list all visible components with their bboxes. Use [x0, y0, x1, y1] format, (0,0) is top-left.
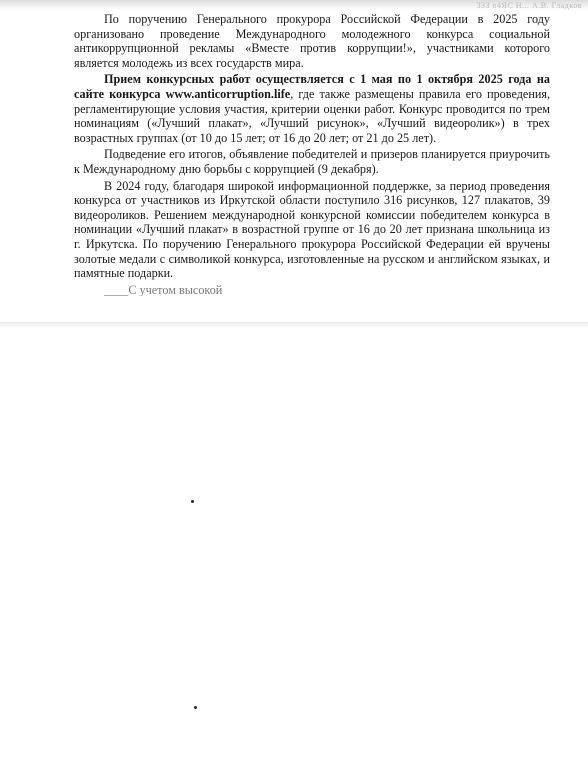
paragraph-submission-dates — [74, 72, 550, 145]
submission-dates-bold: Прием конкурсных работ осуществляется с 1 мая по 1 октября 2025 года на сайте конкурса www.anticorruption.life — [74, 72, 550, 101]
document-body — [74, 12, 550, 298]
paragraph-results: Подведение его итогов, объявление победителей и призеров планируется приурочить к Международному дню борьбы с коррупцией (9 декабря). — [74, 147, 550, 176]
submission-dates-rest: , где также размещены правила его проведения, регламентирующие условия участия, критерии оценки работ. Конкурс проводится по трем номинациям («Лучший плакат», «Лучший рисунок», «Лучший видеоролик») в трех возрастных группах (от 10 до 15 лет; от 16 до 20 лет; от 21 до 25 лет). — [74, 86, 551, 145]
scan-speck — [191, 500, 194, 503]
paragraph-2024-results: В 2024 году, благодаря широкой информационной поддержке, за период проведения конкурса от участников из Иркутской области поступило 316 рисунков, 127 плакатов, 39 видеороликов. Решением международной конкурсной комиссии победителем конкурса в номинации «Лучший плакат» в возрастной группе от 16 до 20 лет признана школьница из г. Иркутска. По поручению Генерального прокурора Российской Федерации ей вручены золотые медали с символикой конкурса, изготовленные на русском и английском языках, и памятные подарки. — [74, 178, 550, 281]
page-cut-edge — [0, 322, 588, 328]
cut-off-text: ____С учетом высокой — [104, 282, 223, 296]
paragraph-cut-off — [74, 283, 550, 296]
scan-header-text: ЗЗ3 о4ЯС Н... А.В. Гладков — [476, 1, 582, 10]
paragraph-contest-intro: По поручению Генерального прокурора Российской Федерации в 2025 году организовано проведение Международного молодежного конкурса социальной антикоррупционной рекламы «Вместе против коррупции!», участниками которого является молодежь из всех государств мира. — [74, 12, 550, 70]
scan-speck — [194, 706, 197, 709]
